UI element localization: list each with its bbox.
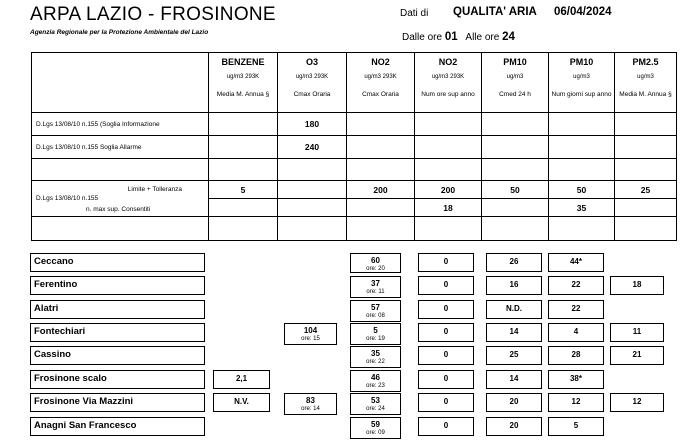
max-exceed-value xyxy=(482,199,549,217)
station-name: Alatri xyxy=(30,300,205,319)
pm25-value: 12 xyxy=(632,397,642,406)
unit: ug/m3 293K xyxy=(431,74,465,80)
station-name: Frosinone scalo xyxy=(30,370,205,389)
limit-label: Limite + Tolleranza xyxy=(32,181,209,199)
no2-max-hour: ore: 19 xyxy=(366,336,385,342)
o3-max-hour: ore: 14 xyxy=(301,406,320,412)
pm10-value: 14 xyxy=(509,327,519,336)
pm10-days-box xyxy=(548,276,604,295)
no2-max-box xyxy=(350,393,401,415)
limit-value xyxy=(278,181,347,199)
benzene-box xyxy=(213,370,270,389)
o3-max-hour: ore: 15 xyxy=(301,336,320,342)
benzene-value: N.V. xyxy=(234,397,249,406)
dalle-ore-value: 01 xyxy=(444,31,458,43)
no2-max-box xyxy=(350,323,401,345)
pollutant-name: NO2 xyxy=(371,57,390,67)
pm10-value: 20 xyxy=(509,397,519,406)
no2-max-box xyxy=(350,346,401,368)
measure-kind: Num ore sup anno xyxy=(421,91,475,98)
dalle-ore-label: Dalle ore xyxy=(402,32,443,43)
no2-exceed-value: 0 xyxy=(443,304,449,313)
pm25-value: 11 xyxy=(632,327,642,336)
benzene-box xyxy=(213,393,270,412)
pm10-days-value: 44* xyxy=(569,257,582,266)
measure-kind: Cmax Oraria xyxy=(362,91,399,98)
pollutant-name: PM2.5 xyxy=(632,57,659,67)
no2-max-box xyxy=(350,276,401,298)
no2-max-hour: ore: 24 xyxy=(366,406,385,412)
limit-value: 50 xyxy=(549,181,615,199)
alle-ore-value: 24 xyxy=(502,31,515,43)
max-exceed-value xyxy=(347,199,415,217)
pm25-box xyxy=(610,346,664,365)
no2-exceed-box xyxy=(418,370,474,389)
o3-info-value: 180 xyxy=(278,113,347,136)
unit: ug/m3 xyxy=(506,74,524,80)
max-exceed-value: 18 xyxy=(415,199,482,217)
no2-exceed-box xyxy=(418,346,474,365)
pm10-days-value: 28 xyxy=(571,350,581,359)
alle-ore-label: Alle ore xyxy=(465,32,500,43)
pm10-days-value: 5 xyxy=(573,421,579,430)
no2-exceed-value: 0 xyxy=(443,397,449,406)
report-date: 06/04/2024 xyxy=(554,6,612,18)
measure-kind: Num giorni sup anno xyxy=(551,91,612,98)
column-header xyxy=(549,53,615,113)
no2-max-value: 60 xyxy=(371,256,380,265)
no2-exceed-value: 0 xyxy=(443,350,449,359)
no2-exceed-box xyxy=(418,300,474,319)
no2-max-value: 57 xyxy=(371,303,380,312)
blank-row xyxy=(32,217,677,241)
limit-value: 5 xyxy=(209,181,278,199)
pm10-value: 26 xyxy=(509,257,519,266)
hours-range xyxy=(402,31,515,43)
no2-max-box xyxy=(350,253,401,273)
no2-max-hour: ore: 09 xyxy=(366,430,385,436)
pm10-box xyxy=(486,417,542,436)
column-header xyxy=(278,53,347,113)
pm10-days-value: 12 xyxy=(571,397,581,406)
pm10-value: 16 xyxy=(509,280,519,289)
pm10-days-box xyxy=(548,323,604,342)
measure-kind: Media M. Annua § xyxy=(619,91,672,98)
threshold-table xyxy=(31,52,677,241)
no2-exceed-value: 0 xyxy=(443,280,449,289)
dlgs-label: D.Lgs 13/08/10 n.155 xyxy=(36,194,99,202)
station-name: Frosinone Via Mazzini xyxy=(30,393,205,412)
no2-max-hour: ore: 23 xyxy=(366,383,385,389)
no2-exceed-box xyxy=(418,393,474,412)
no2-exceed-box xyxy=(418,417,474,436)
pm10-days-box xyxy=(548,370,604,389)
unit: ug/m3 xyxy=(573,74,590,80)
pm10-value: N.D. xyxy=(506,304,522,313)
no2-max-hour: ore: 20 xyxy=(366,266,385,272)
no2-max-hour: ore: 08 xyxy=(366,313,385,319)
limit-value: 25 xyxy=(615,181,677,199)
max-exceed-value: 35 xyxy=(549,199,615,217)
max-exceed-value xyxy=(209,199,278,217)
no2-exceed-box xyxy=(418,253,474,272)
row-label: D.Lgs 13/08/10 n.155 Soglia Allarme xyxy=(32,136,209,159)
pm10-days-value: 4 xyxy=(573,327,579,336)
o3-alarm-value: 240 xyxy=(278,136,347,159)
pm10-box xyxy=(486,323,542,342)
dati-di-label: Dati di xyxy=(400,8,429,19)
pm25-value: 18 xyxy=(632,280,642,289)
measure-kind: Cmax Oraria xyxy=(293,91,331,98)
pollutant-name: NO2 xyxy=(438,57,458,67)
no2-max-box xyxy=(350,417,401,439)
limit-row xyxy=(32,181,677,199)
no2-max-box xyxy=(350,300,401,322)
station-name: Fontechiari xyxy=(30,323,205,342)
pm25-box xyxy=(610,393,664,412)
pm10-days-value: 22 xyxy=(571,304,581,313)
pm10-box xyxy=(486,300,542,319)
o3-max-value: 104 xyxy=(303,326,318,335)
no2-max-value: 37 xyxy=(371,279,380,288)
station-name: Ceccano xyxy=(30,253,205,272)
benzene-value: 2,1 xyxy=(235,374,248,383)
pm10-days-box xyxy=(548,346,604,365)
pm10-value: 25 xyxy=(509,350,519,359)
column-header xyxy=(615,53,677,113)
o3-max-value: 83 xyxy=(306,396,315,405)
unit: ug/m3 293K xyxy=(364,74,397,80)
station-name: Anagni San Francesco xyxy=(30,417,205,436)
pm10-days-box xyxy=(548,300,604,319)
pm10-box xyxy=(486,253,542,272)
column-header-row xyxy=(32,53,677,113)
no2-exceed-value: 0 xyxy=(443,327,449,336)
pm10-days-box xyxy=(548,393,604,412)
no2-max-value: 46 xyxy=(371,373,380,382)
pollutant-name: PM10 xyxy=(569,57,594,67)
pm10-box xyxy=(486,370,542,389)
alarm-threshold-row xyxy=(32,136,677,159)
pm25-box xyxy=(610,323,664,342)
no2-exceed-value: 0 xyxy=(443,257,449,266)
agency-subtitle: Agenzia Regionale per la Protezione Ambientale del Lazio xyxy=(30,29,209,36)
no2-exceed-value: 0 xyxy=(443,421,449,430)
column-header xyxy=(415,53,482,113)
header-blank xyxy=(32,53,209,113)
no2-exceed-box xyxy=(418,323,474,342)
row-label: D.Lgs 13/08/10 n.155 (Soglia Informazione xyxy=(32,113,209,136)
limit-value: 200 xyxy=(415,181,482,199)
max-exceed-label: n. max sup. Consentiti xyxy=(86,205,151,213)
no2-max-hour: ore: 22 xyxy=(366,359,385,365)
pollutant-name: O3 xyxy=(305,57,318,67)
pollutant-name: BENZENE xyxy=(221,57,265,67)
limit-value: 200 xyxy=(347,181,415,199)
no2-max-hour: ore: 11 xyxy=(366,289,385,295)
pm25-value: 21 xyxy=(632,350,642,359)
no2-exceed-box xyxy=(418,276,474,295)
pm10-days-value: 38* xyxy=(569,374,582,383)
pm10-value: 20 xyxy=(509,421,519,430)
max-exceed-row xyxy=(32,199,677,217)
no2-max-value: 35 xyxy=(371,349,380,358)
unit: ug/m3 293K xyxy=(295,74,329,80)
blank-row xyxy=(32,159,677,181)
page-title: ARPA LAZIO - FROSINONE xyxy=(30,4,276,25)
pm10-box xyxy=(486,276,542,295)
limit-value: 50 xyxy=(482,181,549,199)
info-threshold-row xyxy=(32,113,677,136)
column-header xyxy=(209,53,278,113)
pm10-box xyxy=(486,393,542,412)
no2-max-box xyxy=(350,370,401,392)
unit: ug/m3 293K xyxy=(226,74,260,80)
o3-max-box xyxy=(284,393,337,415)
no2-max-value: 53 xyxy=(371,396,380,405)
max-exceed-value xyxy=(278,199,347,217)
pm25-box xyxy=(610,276,664,295)
pm10-days-box xyxy=(548,253,604,272)
column-header xyxy=(482,53,549,113)
report-type: QUALITA' ARIA xyxy=(453,6,537,18)
measure-kind: Cmed 24 h xyxy=(499,91,531,98)
station-name: Ferentino xyxy=(30,276,205,295)
pollutant-name: PM10 xyxy=(503,57,527,67)
no2-max-value: 5 xyxy=(373,326,378,335)
unit: ug/m3 xyxy=(637,74,654,80)
pm10-days-box xyxy=(548,417,604,436)
measure-kind: Media M. Annua § xyxy=(216,91,270,98)
pm10-value: 14 xyxy=(509,374,519,383)
max-exceed-value xyxy=(615,199,677,217)
o3-max-box xyxy=(284,323,337,345)
no2-max-value: 59 xyxy=(371,420,380,429)
pm10-days-value: 22 xyxy=(571,280,581,289)
pm10-box xyxy=(486,346,542,365)
column-header xyxy=(347,53,415,113)
station-name: Cassino xyxy=(30,346,205,365)
no2-exceed-value: 0 xyxy=(443,374,449,383)
